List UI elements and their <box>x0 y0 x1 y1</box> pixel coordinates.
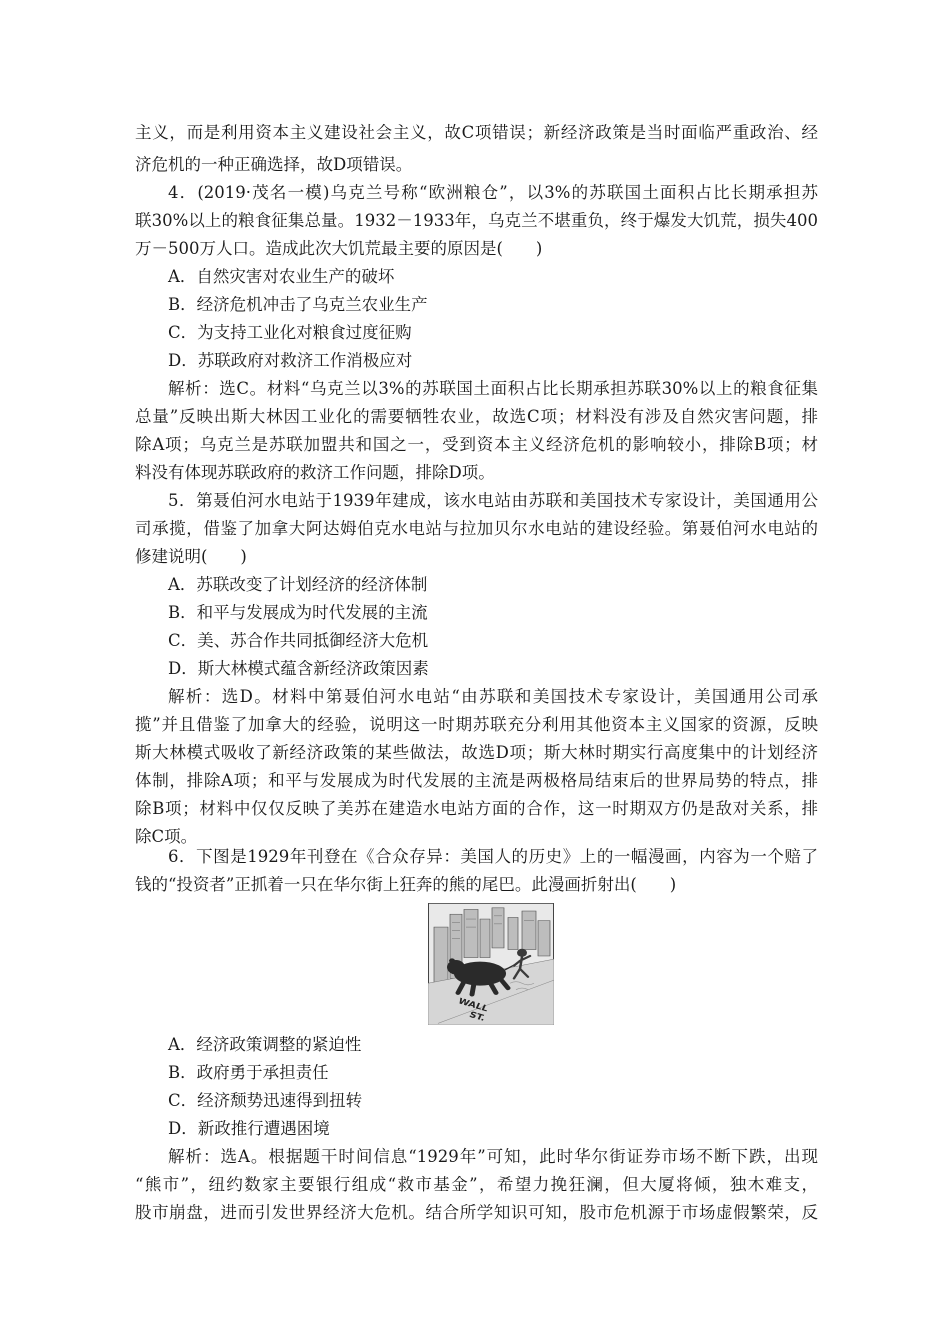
text-line: 济危机的一种正确选择，故D项错误。 <box>135 155 413 174</box>
text-line: 修建说明( ) <box>135 547 247 566</box>
text-line: 联30%以上的粮食征集总量。1932－1933年，乌克兰不堪重负，终于爆发大饥荒，损失400 <box>135 211 818 230</box>
option-d: D．苏联政府对救济工作消极应对 <box>168 351 413 370</box>
text-line: 除A项；乌克兰是苏联加盟共和国之一，受到资本主义经济危机的影响较小，排除B项；材 <box>135 435 818 454</box>
answer-analysis: 解析：选A。根据题干时间信息“1929年”可知，此时华尔街证券市场不断下跌，出现 <box>168 1147 818 1166</box>
option-c: C．经济颓势迅速得到扭转 <box>168 1091 363 1110</box>
text-line: “熊市”，纽约数家主要银行组成“救市基金”，希望力挽狂澜，但大厦将倾，独木难支， <box>135 1175 818 1194</box>
option-b: B．政府勇于承担责任 <box>168 1063 329 1082</box>
text-line: 股市崩盘，进而引发世界经济大危机。结合所学知识可知，股市危机源于市场虚假繁荣，反 <box>135 1203 818 1222</box>
option-a: A．苏联改变了计划经济的经济体制 <box>168 575 428 594</box>
text-line: 主义，而是利用资本主义建设社会主义，故C项错误；新经济政策是当时面临严重政治、经 <box>135 123 818 142</box>
text-line: 除C项。 <box>135 827 198 846</box>
text-line: 料没有体现苏联政府的救济工作问题，排除D项。 <box>135 463 495 482</box>
question-6-stem: 6．下图是1929年刊登在《合众存异：美国人的历史》上的一幅漫画，内容为一个赔了 <box>168 847 818 866</box>
option-d: D．斯大林模式蕴含新经济政策因素 <box>168 659 429 678</box>
option-b: B．经济危机冲击了乌克兰农业生产 <box>168 295 428 314</box>
text-line: 司承揽，借鉴了加拿大阿达姆伯克水电站与拉加贝尔水电站的建设经验。第聂伯河水电站的 <box>135 519 818 538</box>
text-line: 总量”反映出斯大林因工业化的需要牺牲农业，故选C项；材料没有涉及自然灾害问题，排 <box>135 407 818 426</box>
wall-street-bear-cartoon <box>428 903 554 1025</box>
option-d: D．新政推行遭遇困境 <box>168 1119 330 1138</box>
option-b: B．和平与发展成为时代发展的主流 <box>168 603 428 622</box>
street-sign-text: ST. <box>467 1010 487 1024</box>
option-a: A．自然灾害对农业生产的破坏 <box>168 267 395 286</box>
text-line: 体制，排除A项；和平与发展成为时代发展的主流是两极格局结束后的世界局势的特点，排 <box>135 771 818 790</box>
text-line: 钱的“投资者”正抓着一只在华尔街上狂奔的熊的尾巴。此漫画折射出( ) <box>135 875 677 894</box>
street-sign-text: WALL <box>456 997 490 1015</box>
option-c: C．为支持工业化对粮食过度征购 <box>168 323 412 342</box>
question-4-stem: 4．(2019·茂名一模)乌克兰号称“欧洲粮仓”，以3%的苏联国土面积占比长期承担苏 <box>168 183 818 202</box>
option-a: A．经济政策调整的紧迫性 <box>168 1035 362 1054</box>
answer-analysis: 解析：选D。材料中第聂伯河水电站“由苏联和美国技术专家设计，美国通用公司承 <box>168 687 818 706</box>
text-line: 万－500万人口。造成此次大饥荒最主要的原因是( ) <box>135 239 543 258</box>
text-line: 揽”并且借鉴了加拿大的经验，说明这一时期苏联充分利用其他资本主义国家的资源，反映 <box>135 715 818 734</box>
text-line: 除B项；材料中仅仅反映了美苏在建造水电站方面的合作，这一时期双方仍是敌对关系，排 <box>135 799 818 818</box>
text-line: 斯大林模式吸收了新经济政策的某些做法，故选D项；斯大林时期实行高度集中的计划经济 <box>135 743 818 762</box>
question-5-stem: 5．第聂伯河水电站于1939年建成，该水电站由苏联和美国技术专家设计，美国通用公 <box>168 491 818 510</box>
answer-analysis: 解析：选C。材料“乌克兰以3%的苏联国土面积占比长期承担苏联30%以上的粮食征集 <box>168 379 818 398</box>
option-c: C．美、苏合作共同抵御经济大危机 <box>168 631 429 650</box>
